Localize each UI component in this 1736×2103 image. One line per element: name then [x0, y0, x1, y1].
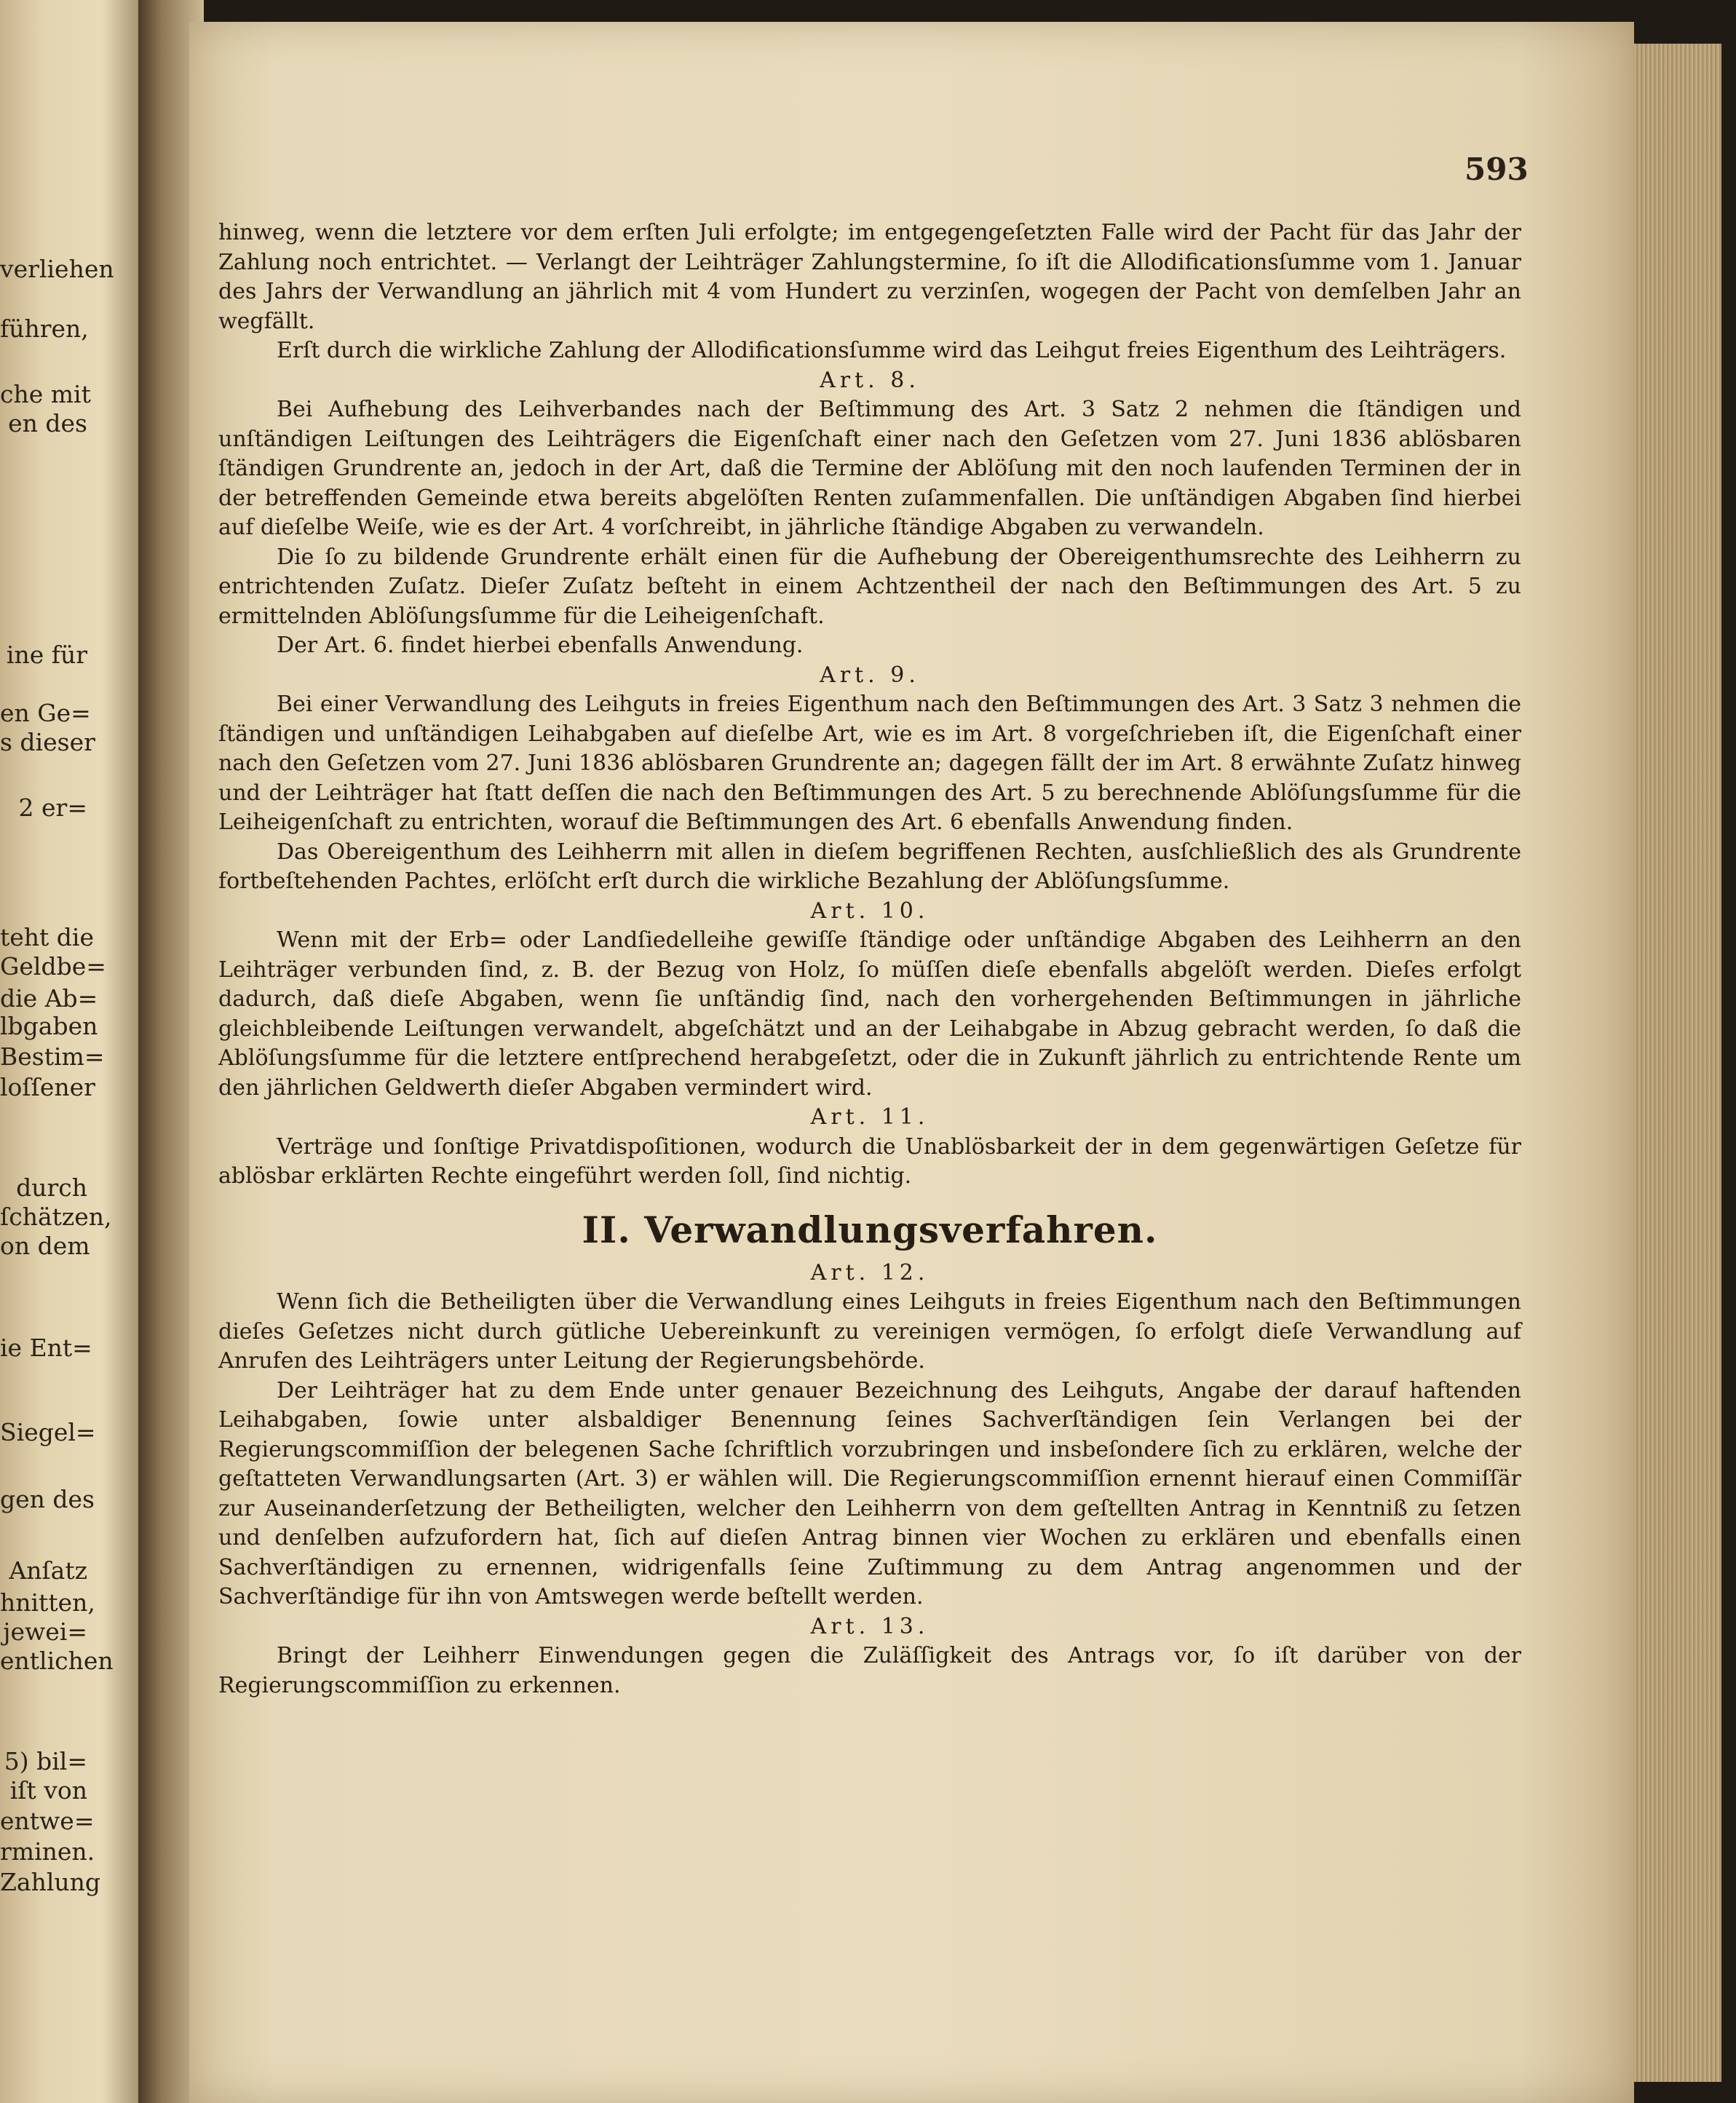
- paragraph: Verträge und ſonſtige Privatdispoſitionen, wodurch die Unablösbarkeit der in dem gegenwärtigen Geſetze für ablösbar erklärten Rechte eingeführt werden ſoll, ſind nichtig.: [218, 1133, 1521, 1189]
- paragraph: Der Art. 6. findet hierbei ebenfalls Anwendung.: [277, 633, 804, 658]
- facing-page-fragment: [0, 0, 146, 2103]
- facing-page-line: teht die: [0, 923, 95, 951]
- paragraph: Erſt durch die wirkliche Zahlung der Allodificationsſumme wird das Leihgut freies Eigenthum des Leihträgers.: [277, 338, 1507, 363]
- facing-page-line: lbgaben: [0, 1012, 98, 1040]
- facing-page-line: Geldbe=: [0, 952, 106, 981]
- facing-page-line: durch: [16, 1173, 87, 1202]
- facing-page-line: en des: [8, 409, 87, 437]
- facing-page-line: Anſatz: [9, 1556, 87, 1585]
- facing-page-line: 5) bil=: [4, 1747, 87, 1775]
- article-heading: Art. 13.: [810, 1613, 930, 1639]
- paragraph: Wenn mit der Erb= oder Landſiedelleihe gewiſſe ſtändige oder unſtändige Abgaben des Leihherrn an den Leihträger verbunden ſind, z. B. der Bezug von Holz, ſo müſſen dieſe ebenfalls abgelöſt werden. Dieſes erfolgt dadurch, daß dieſe Abgaben, wenn ſie unſtändig ſind, nach den vorhergehenden Beſtimmungen in jährliche gleichbleibende Leiſtungen verwandelt, abgeſchätzt und an der Leihabgabe in Abzug gebracht werden, ſo daß die Ablöſungsſumme für die letztere entſprechend herabgeſetzt, oder die in Zukunft jährlich zu entrichtende Rente um den jährlichen Geldwerth dieſer Abgaben vermindert wird.: [218, 927, 1521, 1101]
- section-heading: II. Verwandlungsverfahren.: [582, 1208, 1158, 1251]
- page-edges: [1634, 44, 1721, 2082]
- facing-page-line: Bestim=: [0, 1042, 105, 1071]
- facing-page-line: loſſener: [0, 1073, 95, 1101]
- paragraph: Die ſo zu bildende Grundrente erhält einen für die Aufhebung der Obereigenthumsrechte des Leihherrn zu entrichtenden Zuſatz. Dieſer Zuſatz beſteht in einem Achtzentheil der nach den Beſtimmungen des Art. 5 zu ermittelnden Ablöſungsſumme für die Leiheigenſchaft.: [218, 544, 1521, 629]
- facing-page-line: on dem: [0, 1232, 90, 1260]
- facing-page-line: ie Ent=: [0, 1334, 92, 1362]
- facing-page-line: die Ab=: [0, 984, 98, 1013]
- facing-page-line: Zahlung: [0, 1868, 101, 1896]
- facing-page-line: iſt von: [9, 1776, 87, 1805]
- paragraph: Wenn ſich die Betheiligten über die Verwandlung eines Leihguts in freies Eigenthum nach den Beſtimmungen dieſes Geſetzes nicht durch gütliche Uebereinkunft zu vereinigen vermögen, ſo erfolgt dieſe Verwandlung auf Anrufen des Leihträgers unter Leitung der Regierungsbehörde.: [218, 1289, 1521, 1374]
- facing-page-line: entlichen: [0, 1647, 114, 1675]
- facing-page-line: 2 er=: [18, 793, 87, 822]
- facing-page-line: jewei=: [3, 1617, 87, 1646]
- facing-page-line: hnitten,: [0, 1588, 95, 1617]
- facing-page-line: verliehen: [0, 255, 114, 283]
- facing-page-line: s dieser: [0, 728, 95, 756]
- facing-page-line: ſchätzen,: [0, 1203, 112, 1231]
- facing-page-line: che mit: [0, 380, 91, 408]
- paragraph: Bei einer Verwandlung des Leihguts in freies Eigenthum nach den Beſtimmungen des Art. 3 Satz 3 nehmen die ſtändigen und unſtändigen Leihabgaben auf dieſelbe Art, wie es im Art. 8 vorgeſchrieben iſt, die Eigenſchaft einer nach den Geſetzen vom 27. Juni 1836 ablösbaren Grundrente an; dagegen fällt der im Art. 8 erwähnte Zuſatz hinweg und der Leihträger hat ſtatt deſſen die nach den Beſtimmungen des Art. 5 zu berechnende Ablöſungsſumme für die Leiheigenſchaft zu entrichten, worauf die Beſtimmungen des Art. 6 ebenfalls Anwendung finden.: [218, 692, 1521, 835]
- paragraph: Bringt der Leihherr Einwendungen gegen die Zuläſſigkeit des Antrags vor, ſo iſt darüber von der Regierungscommiſſion zu erkennen.: [218, 1643, 1521, 1698]
- facing-page-line: ine für: [6, 641, 87, 669]
- article-heading: Art. 11.: [810, 1104, 930, 1130]
- paragraph: Der Leihträger hat zu dem Ende unter genauer Bezeichnung des Leihguts, Angabe der darauf haftenden Leihabgaben, ſowie unter alsbaldiger Benennung ſeines Sachverſtändigen ſein Verlangen bei der Regierungscommiſſion der belegenen Sache ſchriftlich vorzubringen und insbeſondere ſich zu erklären, welche der geſtatteten Verwandlungsarten (Art. 3) er wählen will. Die Regierungscommiſſion ernennt hierauf einen Commiſſär zur Auseinanderſetzung der Betheiligten, welcher den Leihherrn von dem geſtellten Antrag in Kenntniß zu ſetzen und denſelben aufzufordern hat, ſich auf dieſen Antrag binnen vier Wochen zu erklären und ebenfalls einen Sachverſtändigen zu ernennen, widrigenfalls ſeine Zuſtimmung zu dem Antrag angenommen und der Sachverſtändige für ihn von Amtswegen werde beſtellt werden.: [218, 1377, 1521, 1609]
- page-body: [218, 218, 1521, 1700]
- facing-page-line: führen,: [0, 314, 89, 343]
- facing-page-line: rminen.: [0, 1837, 95, 1866]
- article-heading: Art. 12.: [810, 1259, 930, 1286]
- facing-page-line: entwe=: [0, 1807, 95, 1835]
- page-number: 593: [1464, 151, 1529, 187]
- paragraph: Das Obereigenthum des Leihherrn mit allen in dieſem begriffenen Rechten, ausſchließlich des als Grundrente fortbeſtehenden Pachtes, erlöſcht erſt durch die wirkliche Bezahlung der Ablöſungsſumme.: [218, 839, 1521, 894]
- article-heading: Art. 8.: [820, 367, 920, 393]
- facing-page-line: Siegel=: [0, 1418, 96, 1446]
- paragraph: Bei Aufhebung des Leihverbandes nach der Beſtimmung des Art. 3 Satz 2 nehmen die ſtändigen und unſtändigen Leiſtungen des Leihträgers die Eigenſchaft einer nach den Geſetzen vom 27. Juni 1836 ablösbaren ſtändigen Grundrente an, jedoch in der Art, daß die Termine der Ablöſung mit den noch laufenden Terminen der in der betreffenden Gemeinde etwa bereits abgelöſten Renten zuſammenfallen. Die unſtändigen Abgaben ſind hierbei auf dieſelbe Weiſe, wie es der Art. 4 vorſchreibt, in jährliche ſtändige Abgaben zu verwandeln.: [218, 397, 1521, 540]
- facing-page-line: en Ge=: [0, 699, 91, 727]
- paragraph: hinweg, wenn die letztere vor dem erſten Juli erfolgte; im entgegengeſetzten Falle wird der Pacht für das Jahr der Zahlung noch entrichtet. — Verlangt der Leihträger Zahlungstermine, ſo iſt die Allodificationsſumme vom 1. Januar des Jahrs der Verwandlung an jährlich mit 4 vom Hundert zu verzinſen, wogegen der Pacht von demſelben Jahr an wegfällt.: [218, 220, 1521, 334]
- article-heading: Art. 10.: [810, 898, 930, 924]
- facing-page-line: gen des: [0, 1485, 95, 1513]
- article-heading: Art. 9.: [820, 662, 920, 688]
